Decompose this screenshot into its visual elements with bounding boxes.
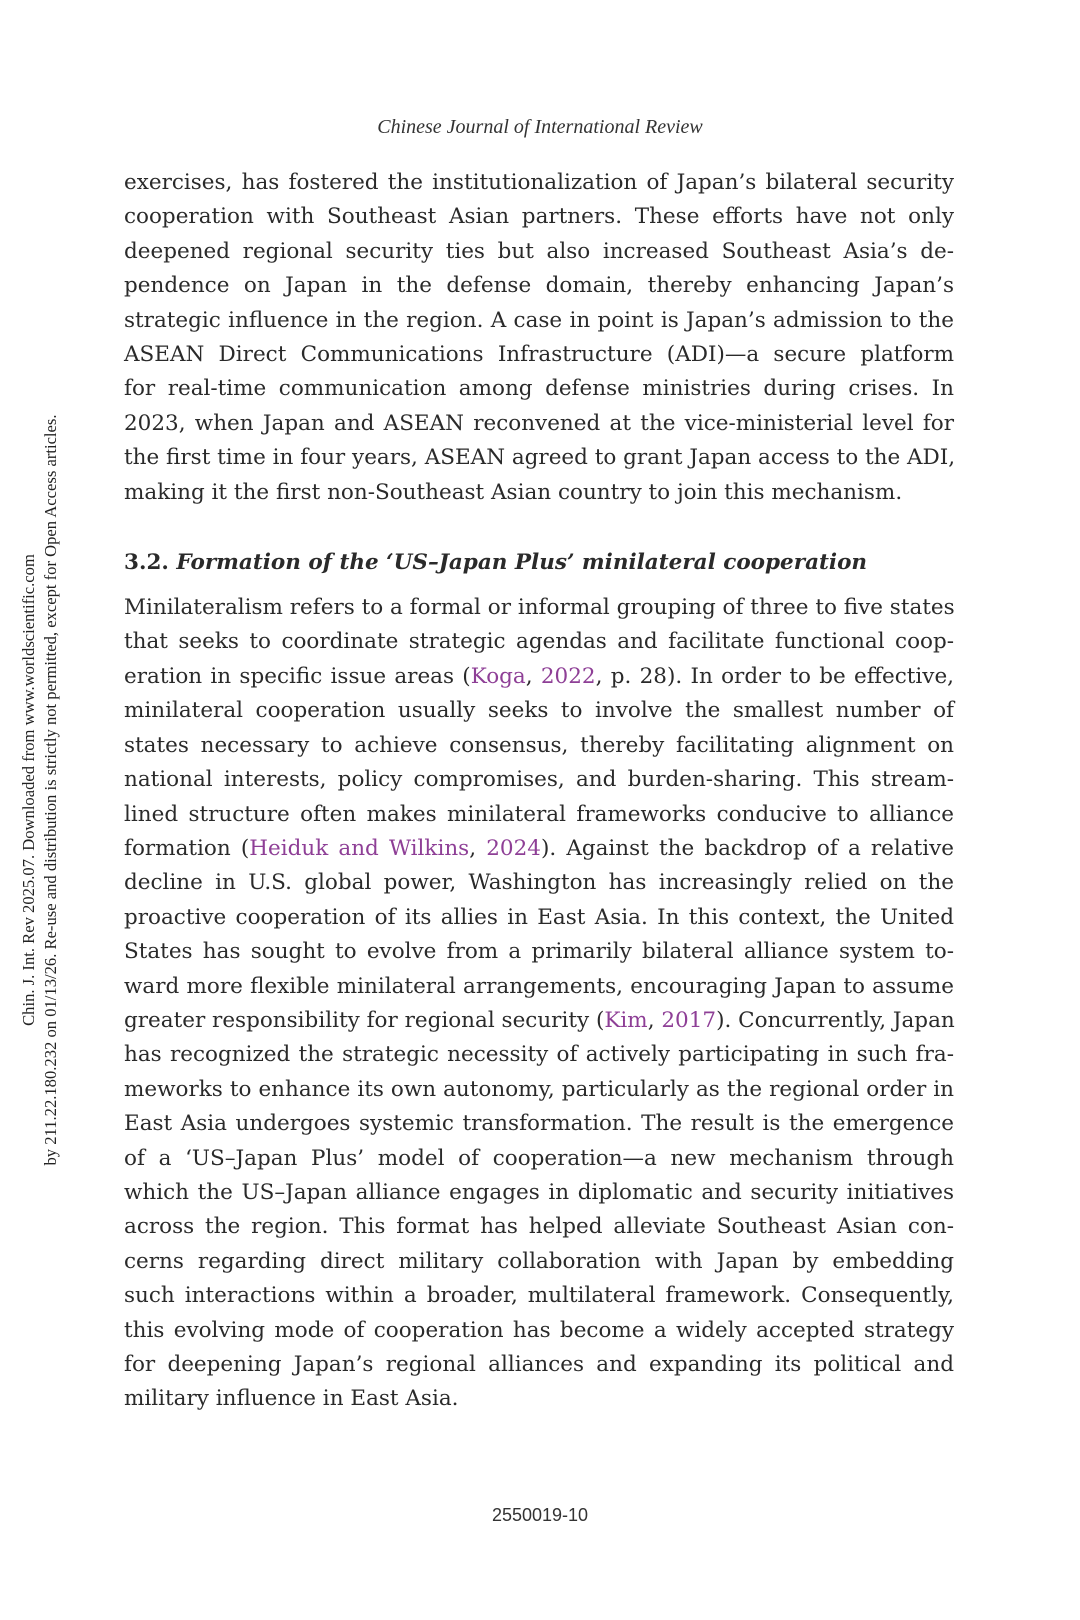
text-line: Minilateralism refers to a formal or informal grouping of three to five states xyxy=(124,595,955,621)
text-line: that seeks to coordinate strategic agendas and facilitate functional coop- xyxy=(124,629,954,655)
text-line: States has sought to evolve from a primarily bilateral alliance system to- xyxy=(124,939,954,965)
text-line: national interests, policy compromises, and burden-sharing. This stream- xyxy=(124,767,954,793)
section-heading xyxy=(124,547,954,579)
text-line: East Asia undergoes systemic transformation. The result is the emergence xyxy=(124,1111,954,1137)
paragraph-1 xyxy=(124,166,954,510)
running-head: Chinese Journal of International Review xyxy=(377,116,703,138)
text-line: such interactions within a broader, multilateral framework. Consequently, xyxy=(124,1283,954,1309)
citation-koga-year[interactable]: 2022 xyxy=(540,663,596,689)
text-fragment: ). Against the backdrop of a relative xyxy=(540,835,954,861)
text-line: across the region. This format has helped alleviate Southeast Asian con- xyxy=(124,1214,954,1240)
text-line: proactive cooperation of its allies in East Asia. In this context, the United xyxy=(124,904,954,930)
text-line: has recognized the strategic necessity of actively participating in such fra- xyxy=(124,1042,954,1068)
text-line: of a ‘US–Japan Plus’ model of cooperation—a new mechanism through xyxy=(124,1145,954,1171)
text-line: making it the first non-Southeast Asian country to join this mechanism. xyxy=(124,479,903,505)
text-fragment: , xyxy=(469,835,487,861)
paragraph-2 xyxy=(124,591,954,1417)
text-line: 2023, when Japan and ASEAN reconvened at the vice-ministerial level for xyxy=(124,410,954,436)
citation-kim-author[interactable]: Kim xyxy=(604,1007,648,1033)
article-body xyxy=(124,166,954,1417)
text-line: ward more flexible minilateral arrangements, encouraging Japan to assume xyxy=(124,973,954,999)
text-line: military influence in East Asia. xyxy=(124,1386,459,1412)
text-line: minilateral cooperation usually seeks to involve the smallest number of xyxy=(124,698,954,724)
text-fragment: ). Concurrently, Japan xyxy=(716,1007,955,1033)
citation-heiduk-year[interactable]: 2024 xyxy=(486,835,541,861)
text-line: exercises, has fostered the institutionalization of Japan’s bilateral security xyxy=(124,170,954,195)
citation-kim-year[interactable]: 2017 xyxy=(661,1007,717,1033)
section-title: Formation of the ‘US–Japan Plus’ minilateral cooperation xyxy=(176,550,868,576)
text-fragment: , xyxy=(525,663,541,689)
citation-koga-author[interactable]: Koga xyxy=(470,663,526,689)
download-notice-line-2: by 211.22.180.232 on 01/13/26. Re-use and distribution is strictly not permitted, except for Open Access articles. xyxy=(41,414,60,1166)
text-line: ASEAN Direct Communications Infrastructure (ADI)—a secure platform xyxy=(124,342,954,368)
citation-heiduk-author[interactable]: Heiduk and Wilkins xyxy=(249,835,470,861)
text-line: for deepening Japan’s regional alliances and expanding its political and xyxy=(124,1352,954,1377)
text-line: cooperation with Southeast Asian partners. These efforts have not only xyxy=(124,204,954,230)
text-line xyxy=(124,660,954,694)
text-line: which the US–Japan alliance engages in diplomatic and security initiatives xyxy=(124,1179,954,1205)
text-line xyxy=(124,1004,954,1038)
text-line xyxy=(124,832,954,866)
text-line: states necessary to achieve consensus, thereby facilitating alignment on xyxy=(124,732,954,758)
text-line: cerns regarding direct military collaboration with Japan by embedding xyxy=(124,1248,954,1274)
text-line: decline in U.S. global power, Washington has increasingly relied on the xyxy=(124,870,954,896)
text-line: for real-time communication among defense ministries during crises. In xyxy=(124,376,954,402)
text-line: pendence on Japan in the defense domain, thereby enhancing Japan’s xyxy=(124,273,954,299)
download-notice-line-1: Chin. J. Int. Rev 2025.07. Downloaded from www.worldscientific.com xyxy=(19,554,38,1026)
text-line: this evolving mode of cooperation has become a widely accepted strategy xyxy=(124,1317,954,1343)
text-fragment: , p. 28). In order to be effective, xyxy=(595,663,955,689)
text-line: meworks to enhance its own autonomy, particularly as the regional order in xyxy=(124,1076,954,1102)
text-fragment: eration in specific issue areas ( xyxy=(124,663,471,689)
text-fragment: , xyxy=(647,1007,662,1033)
text-line: strategic influence in the region. A case in point is Japan’s admission to the xyxy=(124,307,954,333)
text-line: lined structure often makes minilateral frameworks conducive to alliance xyxy=(124,801,954,827)
page-number: 2550019-10 xyxy=(491,1505,589,1525)
section-number: 3.2. xyxy=(124,550,169,576)
text-line: the first time in four years, ASEAN agreed to grant Japan access to the ADI, xyxy=(124,445,956,471)
text-line: deepened regional security ties but also increased Southeast Asia’s de- xyxy=(124,238,954,264)
text-fragment: formation ( xyxy=(124,835,250,861)
text-fragment: greater responsibility for regional security ( xyxy=(124,1007,605,1033)
